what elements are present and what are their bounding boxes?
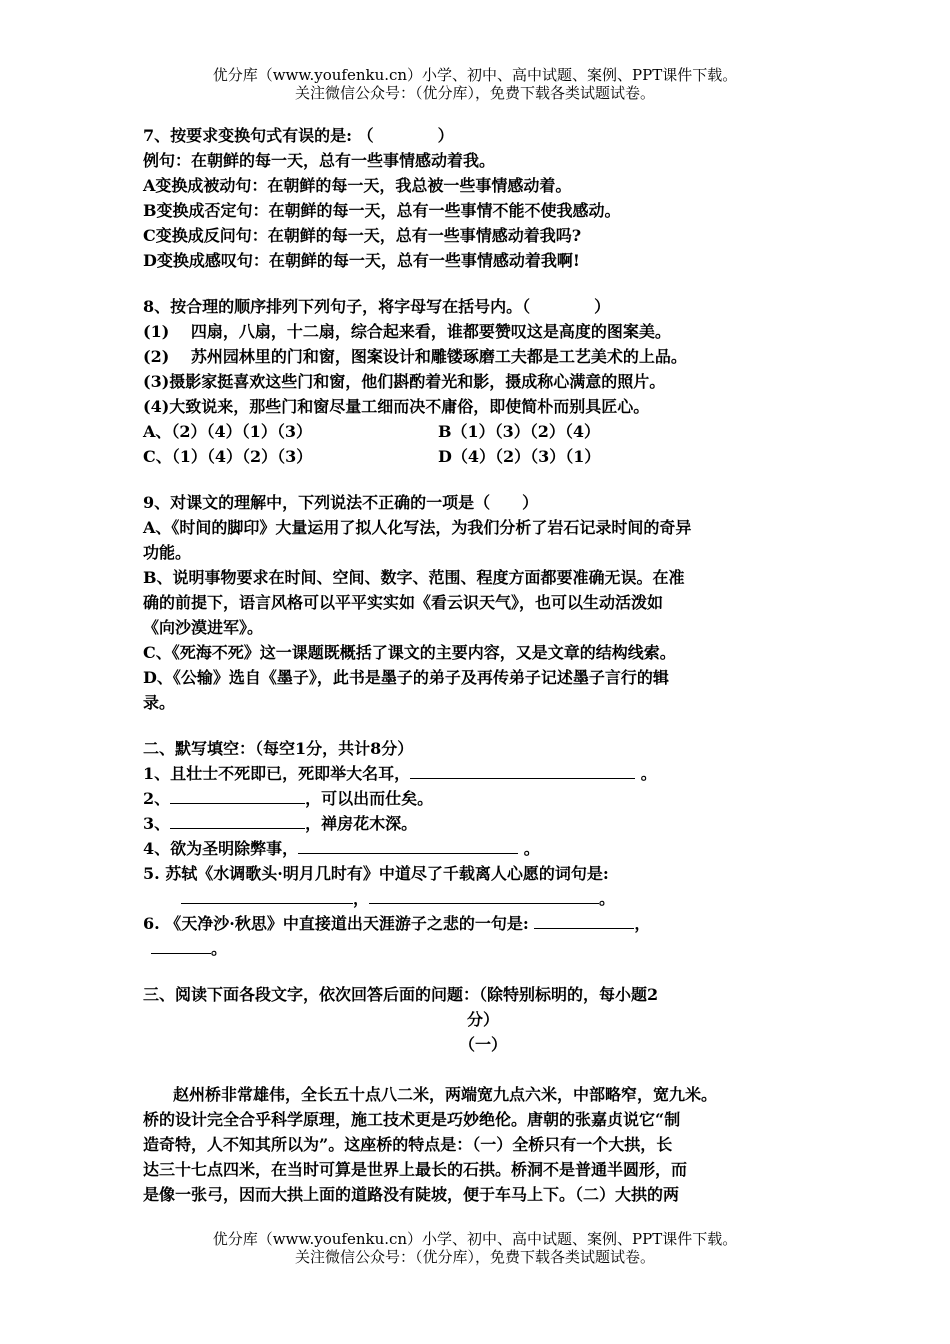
- q7-option-a: A变换成被动句：在朝鲜的每一天，我总被一些事情感动着。: [143, 176, 572, 195]
- q8-option-d: D（4）（2）（3）（1）: [438, 447, 601, 466]
- passage-line-2: 桥的设计完全合乎科学原理，施工技术更是巧妙绝伦。唐朝的张嘉贞说它“制: [143, 1110, 681, 1129]
- fill-item-5: 5. 苏轼《水调歌头·明月几时有》中道尽了千载离人心愿的词句是:: [143, 864, 609, 883]
- header-line-1: 优分库（www.youfenku.cn）小学、初中、高中试题、案例、PPT课件下载。: [212, 66, 738, 84]
- q8-sentence-3: (3)摄影家挺喜欢这些门和窗，他们斟酌着光和影，摄成称心满意的照片。: [143, 372, 666, 391]
- q9-option-b-line-1: B、说明事物要求在时间、空间、数字、范围、程度方面都要准确无误。在准: [143, 568, 685, 587]
- part3-subsection: （一）: [458, 1035, 507, 1054]
- q7-example: 例句：在朝鲜的每一天，总有一些事情感动着我。: [143, 151, 496, 170]
- q9-option-b-line-3: 《向沙漠进军》。: [143, 618, 264, 637]
- part3-title-line-1: 三、阅读下面各段文字，依次回答后面的问题：（除特别标明的，每小题2: [143, 985, 659, 1004]
- q8-options-row-1: [143, 419, 823, 444]
- q8-sentence-4: (4)大致说来，那些门和窗尽量工细而决不庸俗，即使简朴而别具匠心。: [143, 397, 650, 416]
- q9-option-c: C、《死海不死》这一课题既概括了课文的主要内容，又是文章的结构线索。: [143, 643, 676, 662]
- fill-blank-4[interactable]: [298, 836, 518, 854]
- fill-item-2: 2、 ，可以出而仕矣。: [143, 786, 823, 811]
- fill-item-6-cont: 。: [143, 936, 823, 961]
- fill-item-1: 1、且壮士不死即已，死即举大名耳， 。: [143, 761, 823, 786]
- fill-item-6: 6. 《天净沙·秋思》中直接道出天涯游子之悲的一句是: ，: [143, 911, 823, 936]
- q9-option-a-line-2: 功能。: [143, 543, 192, 562]
- q7-stem: 7、按要求变换句式有误的是: （ ）: [143, 123, 823, 148]
- page-header: [0, 66, 950, 102]
- q9-option-a-line-1: A、《时间的脚印》大量运用了拟人化写法，为我们分析了岩石记录时间的奇异: [143, 518, 692, 537]
- header-line-2: 关注微信公众号：（优分库），免费下载各类试题试卷。: [294, 84, 655, 102]
- fill-item-3: 3、 ，禅房花木深。: [143, 811, 823, 836]
- q9-stem: 9、对课文的理解中，下列说法不正确的一项是（ ）: [143, 493, 539, 512]
- q8-option-b: B（1）（3）（2）（4）: [438, 422, 601, 441]
- q8-sentence-2: (2) 苏州园林里的门和窗，图案设计和雕镂琢磨工夫都是工艺美术的上品。: [143, 347, 687, 366]
- q8-options-row-2: [143, 444, 823, 469]
- q9-option-b-line-2: 确的前提下，语言风格可以平平实实如《看云识天气》，也可以生动活泼如: [143, 593, 664, 612]
- q7-option-b: B变换成否定句：在朝鲜的每一天，总有一些事情不能不使我感动。: [143, 201, 621, 220]
- q8-sentence-1: (1) 四扇，八扇，十二扇，综合起来看，谁都要赞叹这是高度的图案美。: [143, 322, 671, 341]
- fill-blank-6a[interactable]: [534, 911, 634, 929]
- fill-blank-5b[interactable]: [369, 886, 599, 904]
- fill-blank-1[interactable]: [410, 761, 635, 779]
- exam-content: [143, 123, 823, 1207]
- passage-line-4: 达三十七点四米，在当时可算是世界上最长的石拱。桥洞不是普通半圆形，而: [143, 1160, 688, 1179]
- q9-option-d-line-1: D、《公输》选自《墨子》，此书是墨子的弟子及再传弟子记述墨子言行的辑: [143, 668, 669, 687]
- fill-item-5-blanks: ， 。: [143, 886, 823, 911]
- q7-option-d: D变换成感叹句：在朝鲜的每一天，总有一些事情感动着我啊!: [143, 251, 580, 270]
- fill-blank-3[interactable]: [170, 811, 305, 829]
- passage-line-5: 是像一张弓，因而大拱上面的道路没有陡坡，便于车马上下。（二）大拱的两: [143, 1185, 680, 1204]
- fill-item-4: 4、欲为圣明除弊事， 。: [143, 836, 823, 861]
- footer-line-1: 优分库（www.youfenku.cn）小学、初中、高中试题、案例、PPT课件下载。: [212, 1230, 738, 1248]
- q7-option-c: C变换成反问句：在朝鲜的每一天，总有一些事情感动着我吗?: [143, 226, 582, 245]
- page-footer: [0, 1230, 950, 1266]
- q8-stem: 8、按合理的顺序排列下列句子，将字母写在括号内。（ ）: [143, 297, 611, 316]
- q8-option-a: A、（2）（4）（1）（3）: [143, 422, 312, 441]
- part2-title: 二、默写填空：（每空1分，共计8分）: [143, 739, 414, 758]
- passage-line-1: 赵州桥非常雄伟，全长五十点八二米，两端宽九点六米，中部略窄，宽九米。: [173, 1085, 718, 1104]
- footer-line-2: 关注微信公众号：（优分库），免费下载各类试题试卷。: [294, 1248, 655, 1266]
- q7-answer-paren[interactable]: （ ）: [357, 126, 454, 145]
- part3-title-line-2: 分）: [466, 1010, 499, 1029]
- fill-blank-2[interactable]: [170, 786, 305, 804]
- q8-option-c: C、（1）（4）（2）（3）: [143, 447, 313, 466]
- passage-line-3: 造奇特，人不知其所以为”。这座桥的特点是：（一）全桥只有一个大拱，长: [143, 1135, 673, 1154]
- fill-blank-6b[interactable]: [151, 936, 211, 954]
- fill-blank-5a[interactable]: [181, 886, 353, 904]
- q9-option-d-line-2: 录。: [143, 693, 176, 712]
